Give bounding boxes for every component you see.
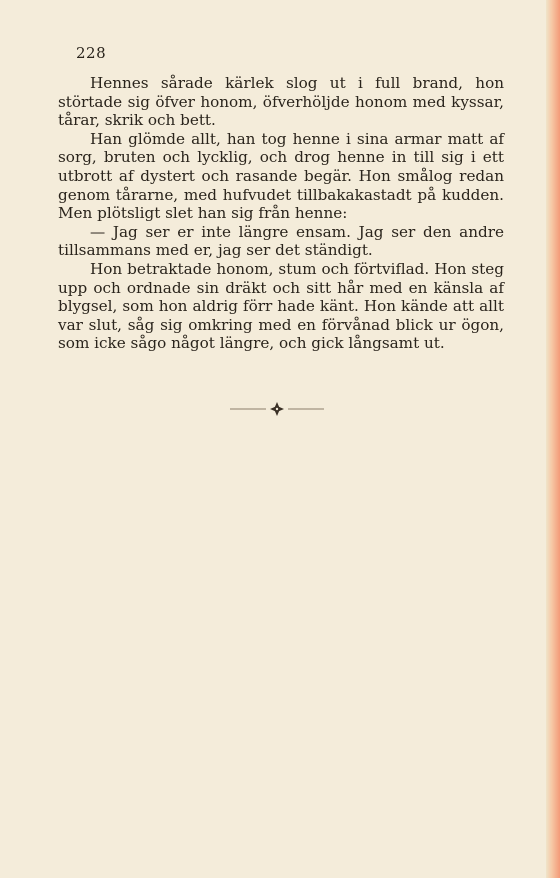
paragraph: Hon betraktade honom, stum och förtviflad. Hon steg upp och ordnade sin dräkt och sitt hår med en känsla af blygsel, som hon aldrig förr hade känt. Hon kände att allt var slut, såg sig omkring med en förvånad blick ur ögon, som icke sågo något längre, och gick långsamt ut.	[58, 259, 504, 353]
body-text	[58, 74, 504, 353]
paragraph: — Jag ser er inte längre ensam. Jag ser den andre tillsammans med er, jag ser det ständigt.	[58, 222, 504, 260]
paragraph: Hennes sårade kärlek slog ut i full brand, hon störtade sig öfver honom, öfverhöljde honom med kyssar, tårar, skrik och bett.	[58, 74, 504, 130]
fleuron-divider-icon	[228, 398, 326, 420]
page-edge	[546, 0, 560, 878]
page-number: 228	[76, 44, 107, 62]
paragraph: Han glömde allt, han tog henne i sina armar matt af sorg, bruten och lycklig, och drog henne in till sig i ett utbrott af dystert och rasande begär. Hon smålog redan genom tårarne, med hufvudet tillbakakastadt på kudden. Men plötsligt slet han sig från henne:	[58, 129, 504, 223]
